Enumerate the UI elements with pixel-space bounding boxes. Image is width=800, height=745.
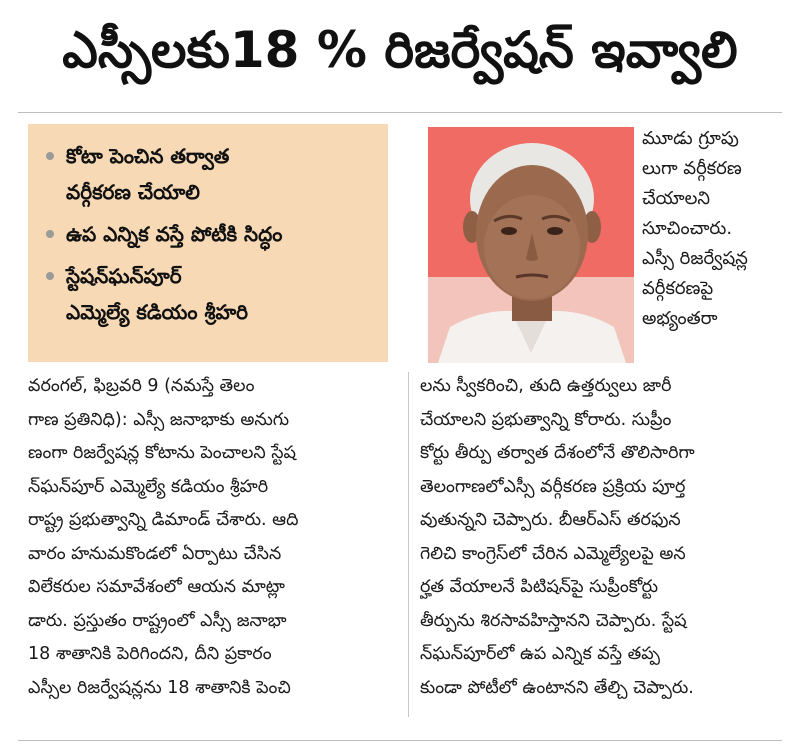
text-line: రాష్ట్ర ప్రభుత్వాన్ని డిమాండ్ చేశారు. ఆది [28, 510, 299, 530]
text-line: గాణ ప్రతినిధి): ఎస్సీ జనాభాకు అనుగు [28, 409, 290, 430]
article-headline: ఎస్సీలకు18 % రిజర్వేషన్ ఇవ్వాలి [62, 20, 738, 79]
side-column-text [642, 124, 792, 334]
text-line: న్‌ఘన్‌పూర్ ఎమ్మెల్యే కడియం శ్రీహరి [28, 476, 269, 497]
text-line: విలేకరుల సమావేశంలో ఆయన మాట్లా [28, 577, 285, 597]
text-line: వర్గీకరణపై [642, 278, 714, 299]
highlight-item [46, 258, 376, 330]
text-line: తెలంగాణలోఎస్సీ వర్గీకరణ ప్రక్రియ పూర్త [420, 476, 686, 497]
text-line: కుండా పోటీలో ఉంటానని తేల్చి చెప్పారు. [420, 677, 694, 698]
text-line: ణంగా రిజర్వేషన్ల కోటాను పెంచాలని స్టేష [28, 443, 296, 463]
text-line: 18 శాతానికి పెరిగిందని, దీని ప్రకారం [28, 644, 272, 664]
text-line: కోర్టు తీర్పు తర్వాత దేశంలోనే తొలిసారిగా [420, 443, 695, 463]
text-line: లుగా వర్గీకరణ [642, 158, 742, 179]
bullet-icon [46, 152, 54, 160]
mla-portrait-photo [428, 127, 634, 363]
bottom-divider [18, 740, 782, 741]
text-line: గెలిచి కాంగ్రెస్‌లో చేరిన ఎమ్మెల్యేలపై అన [420, 543, 686, 564]
text-line: ర్హత వేయాలనే పిటిషన్‌పై సుప్రీంకోర్టు [420, 577, 659, 597]
text-line: వారం హనుమకొండలో ఏర్పాటు చేసిన [28, 543, 282, 564]
highlight-item [46, 216, 376, 252]
text-line: తీర్పును శిరసావహిస్తానని చెప్పారు. స్టేష [420, 610, 687, 631]
highlight-line: వర్గీకరణ చేయాలి [66, 180, 200, 204]
text-line: న్‌ఘన్‌పూర్‌లో ఉప ఎన్నిక వస్తే తప్ప [420, 644, 660, 664]
bullet-icon [46, 230, 54, 238]
highlight-line: స్టేషన్‌ఘన్‌పూర్ [66, 264, 182, 288]
text-line: సూచించారు. [642, 218, 733, 239]
text-line: అభ్యంతరా [642, 308, 718, 329]
text-line: చేయాలని [642, 188, 711, 209]
bullet-icon [46, 272, 54, 280]
text-line: ఎస్సీల రిజర్వేషన్లను 18 శాతానికి పెంచి [28, 677, 291, 698]
text-line: డారు. ప్రస్తుతం రాష్ట్రంలో ఎస్సీ జనాభా [28, 610, 287, 631]
highlight-item [46, 138, 376, 210]
portrait-illustration [428, 127, 634, 363]
text-line: మూడు గ్రూపు [642, 128, 739, 149]
article-body-right-column [420, 370, 790, 705]
column-divider [408, 372, 409, 717]
article-body-left-column [28, 370, 398, 705]
highlight-line: ఎమ్మెల్యే కడియం శ్రీహరి [66, 300, 248, 324]
text-line: వరంగల్, ఫిబ్రవరి 9 (నమస్తే తెలం [28, 376, 255, 396]
text-line: ఎస్సీ రిజర్వేషన్ల [642, 248, 748, 269]
text-line: లను స్వీకరించి, తుది ఉత్తర్వులు జారీ [420, 376, 672, 396]
highlight-line: ఉప ఎన్నిక వస్తే పోటీకి సిద్ధం [66, 222, 283, 246]
top-divider [18, 112, 782, 113]
highlight-line: కోటా పెంచిన తర్వాత [66, 144, 230, 168]
text-line: వుతున్నని చెప్పారు. బీఆర్ఎస్ తరఫున [420, 510, 681, 530]
text-line: చేయాలని ప్రభుత్వాన్ని కోరారు. సుప్రీం [420, 409, 672, 430]
highlights-box [28, 124, 388, 362]
